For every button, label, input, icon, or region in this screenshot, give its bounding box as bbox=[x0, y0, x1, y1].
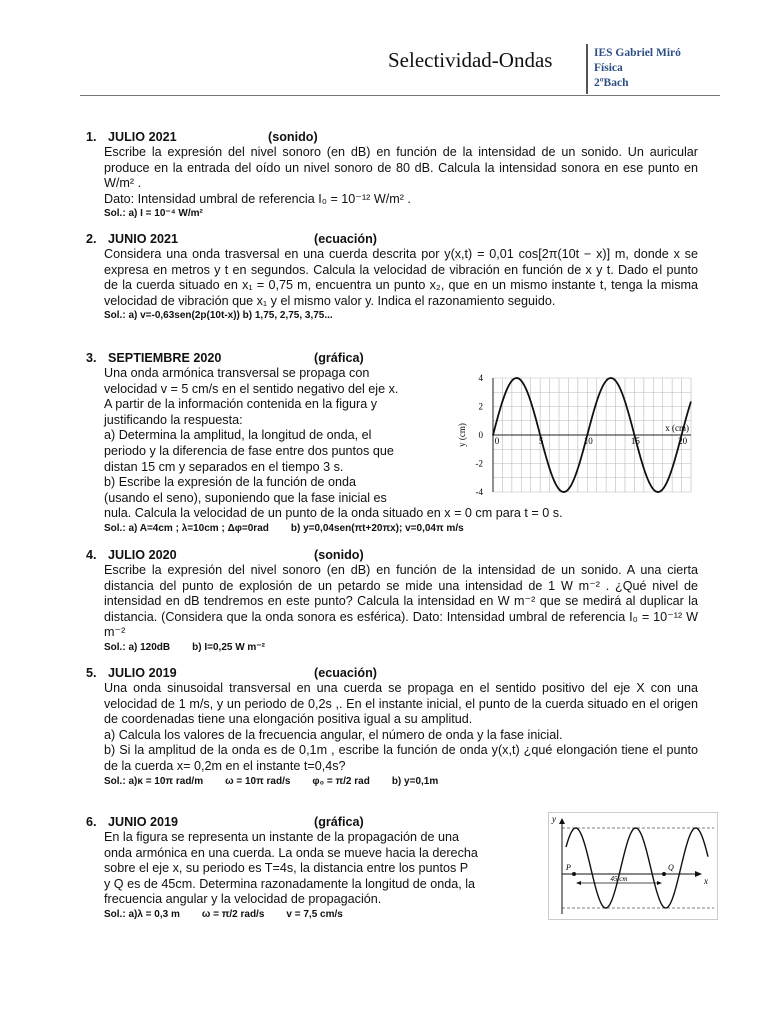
school-name: IES Gabriel Miró bbox=[594, 47, 681, 59]
problem-number: 1. bbox=[86, 130, 97, 144]
problem-solution bbox=[104, 641, 698, 654]
text-line: (usando el seno), suponiendo que la fase inicial es bbox=[104, 490, 387, 505]
header-divider bbox=[586, 44, 588, 94]
x-axis-label: x (cm) bbox=[665, 423, 689, 433]
problem-4 bbox=[86, 548, 698, 654]
solution-c: φ₀ = π/2 rad bbox=[312, 775, 370, 787]
problem-date: JULIO 2019 bbox=[108, 666, 177, 680]
problem-solution: Sol.: a) v=-0,63sen(2p(10t-x)) b) 1,75, 2,75, 3,75... bbox=[104, 310, 333, 322]
problem-number: 3. bbox=[86, 351, 97, 365]
text-line: onda armónica en una cuerda. La onda se mueve hacia la derecha bbox=[104, 845, 478, 860]
string-wave-figure bbox=[548, 812, 718, 920]
problem-heading bbox=[86, 130, 698, 145]
problem-kind: (gráfica) bbox=[314, 815, 364, 829]
text-line: a) Determina la amplitud, la longitud de onda, el bbox=[104, 428, 372, 443]
problem-text bbox=[104, 366, 446, 506]
data-point bbox=[657, 491, 659, 493]
subject-name: Física bbox=[594, 62, 623, 74]
problem-kind: (ecuación) bbox=[314, 232, 377, 246]
distance-label: 45 cm bbox=[610, 875, 628, 883]
point-q bbox=[662, 872, 666, 876]
data-point bbox=[610, 377, 612, 379]
problem-1 bbox=[86, 130, 698, 220]
text-line: frecuencia angular y la velocidad de propagación. bbox=[104, 892, 382, 907]
y-tick-label: 4 bbox=[478, 373, 483, 383]
solution-a: Sol.: a)λ = 0,3 m bbox=[104, 908, 180, 920]
text-line: sobre el eje x, su periodo es T=4s, la distancia entre los puntos P bbox=[104, 861, 469, 876]
data-point bbox=[516, 377, 518, 379]
y-tick-label: 2 bbox=[478, 401, 483, 412]
point-p-label: P bbox=[566, 863, 571, 872]
problem-solution bbox=[104, 522, 698, 535]
problem-date: JULIO 2020 bbox=[108, 548, 177, 562]
y-tick-label: -2 bbox=[475, 458, 483, 469]
solution-b: b) I=0,25 W m⁻² bbox=[192, 641, 265, 653]
y-axis-label: y (cm) bbox=[457, 423, 467, 447]
text-line: y Q es de 45cm. Determina razonadamente la longitud de onda, la bbox=[104, 876, 476, 891]
x-tick-label: 0 bbox=[494, 436, 500, 446]
header-rule bbox=[80, 95, 720, 96]
problem-text: Escribe la expresión del nivel sonoro (en dB) en función de la intensidad de un sonido. Un auricular produce en la entrada del oído un nivel sonoro de 80 dB. Calcula la intensidad sonora en ese punto en W/m² . bbox=[104, 145, 698, 191]
text-line: velocidad v = 5 cm/s en el sentido negativo del eje x. bbox=[104, 381, 399, 396]
problem-number: 2. bbox=[86, 232, 97, 246]
text-line: b) Escribe la expresión de la función de onda bbox=[104, 475, 357, 490]
point-q-label: Q bbox=[668, 863, 674, 872]
data-point bbox=[563, 491, 565, 493]
solution-b: ω = π/2 rad/s bbox=[201, 908, 265, 920]
problem-number: 6. bbox=[86, 815, 97, 829]
text-line: En la figura se representa un instante de la propagación de una bbox=[104, 830, 459, 844]
problem-5 bbox=[86, 666, 698, 788]
course-name: 2ºBach bbox=[594, 77, 629, 89]
y-tick-label: -4 bbox=[475, 487, 483, 497]
solution-c: v = 7,5 cm/s bbox=[286, 908, 343, 920]
solution-b: ω = 10π rad/s bbox=[225, 775, 291, 787]
solution-a: Sol.: a)κ = 10π rad/m bbox=[104, 775, 204, 787]
problem-heading bbox=[86, 351, 698, 366]
x-tick-label: 5 bbox=[538, 436, 544, 446]
problem-date: JULIO 2021 bbox=[108, 130, 177, 144]
problem-part-a: a) Calcula los valores de la frecuencia angular, el número de onda y la fase inicial. bbox=[104, 727, 563, 742]
problem-text: Escribe la expresión del nivel sonoro (en dB) en función de la intensidad de un sonido. A una cierta distancia del punto de explosión de un petardo se mide una intensidad de 1 W m⁻² . ¿Qué nivel de intensidad en dB tendremos en este punto? Calcula la intensidad en W m⁻² que se medirá al duplicar la distancia. (Considera que la onda sonora es esférica). Dato: Intensidad umbral de referencia I₀ = 10⁻¹² W m⁻² bbox=[104, 563, 698, 640]
solution-b: b) y=0,04sen(πt+20πx); v=0,04π m/s bbox=[290, 522, 464, 534]
problem-text bbox=[104, 830, 534, 908]
problem-number: 4. bbox=[86, 548, 97, 562]
problem-text: Una onda sinusoidal transversal en una cuerda se propaga en el sentido positivo del eje X con una velocidad de 1 m/s, y un periodo de 0,2s ,. En el instante inicial, el punto de la cuerda situado en el origen de coordenadas tiene una elongación positiva igual a su amplitud. bbox=[104, 681, 698, 727]
point-p bbox=[572, 872, 576, 876]
problem-solution: Sol.: a) I = 10⁻⁴ W/m² bbox=[104, 208, 203, 220]
data-point bbox=[492, 434, 494, 436]
problem-kind: (sonido) bbox=[314, 548, 364, 562]
problem-kind: (sonido) bbox=[268, 130, 318, 144]
text-line: periodo y la diferencia de fase entre dos puntos que bbox=[104, 443, 394, 458]
problem-part-b: b) Si la amplitud de la onda es de 0,1m , escribe la función de onda y(x,t) ¿qué elongación tiene el punto de la cuerda x= 0,2m en el instante t=0,4s? bbox=[104, 743, 698, 773]
problem-kind: (gráfica) bbox=[314, 351, 364, 365]
problem-date: JUNIO 2021 bbox=[108, 232, 179, 246]
problem-kind: (ecuación) bbox=[314, 666, 377, 680]
problem-text: Considera una onda trasversal en una cuerda descrita por y(x,t) = 0,01 cos[2π(10t − x)] m, donde x se expresa en metros y t en segundos. Calcula la velocidad de vibración en función de x y t. Dado el punto de la cuerda situado en x₁ = 0,75 m, encuentra un punto x₂, que en un mismo instante t, tenga la misma velocidad de vibración que x₁ y el mismo valor y. Indica el razonamiento seguido. bbox=[104, 247, 698, 308]
x-tick-label: 15 bbox=[630, 436, 640, 446]
problem-date: SEPTIEMBRE 2020 bbox=[108, 351, 222, 365]
header-info bbox=[594, 46, 681, 91]
text-line: A partir de la información contenida en la figura y bbox=[104, 397, 378, 412]
problem-heading bbox=[86, 548, 698, 563]
problem-heading bbox=[86, 666, 698, 681]
wave-graph bbox=[455, 370, 697, 500]
text-line: justificando la respuesta: bbox=[104, 412, 243, 427]
y-axis-label: y bbox=[552, 814, 556, 824]
problem-date: JUNIO 2019 bbox=[108, 815, 179, 829]
problem-solution bbox=[104, 775, 698, 788]
x-axis-label: x bbox=[704, 876, 708, 886]
solution-d: b) y=0,1m bbox=[391, 775, 439, 787]
page-title: Selectividad-Ondas bbox=[388, 48, 553, 72]
problem-heading bbox=[86, 232, 698, 247]
text-line: distan 15 cm y separados en el tiempo 3 s. bbox=[104, 459, 344, 474]
x-tick-label: 20 bbox=[678, 436, 688, 446]
solution-a: Sol.: a) 120dB bbox=[104, 641, 171, 653]
text-line: Una onda armónica transversal se propaga con bbox=[104, 366, 370, 380]
y-tick-label: 0 bbox=[478, 430, 483, 440]
solution-a: Sol.: a) A=4cm ; λ=10cm ; Δφ=0rad bbox=[104, 522, 269, 534]
x-tick-label: 10 bbox=[583, 436, 593, 446]
problem-data: Dato: Intensidad umbral de referencia I₀ = 10⁻¹² W/m² . bbox=[104, 191, 411, 206]
problem-text-last: nula. Calcula la velocidad de un punto de la onda situado en x = 0 cm para t = 0 s. bbox=[104, 506, 563, 521]
problem-2 bbox=[86, 232, 698, 322]
problem-number: 5. bbox=[86, 666, 97, 680]
